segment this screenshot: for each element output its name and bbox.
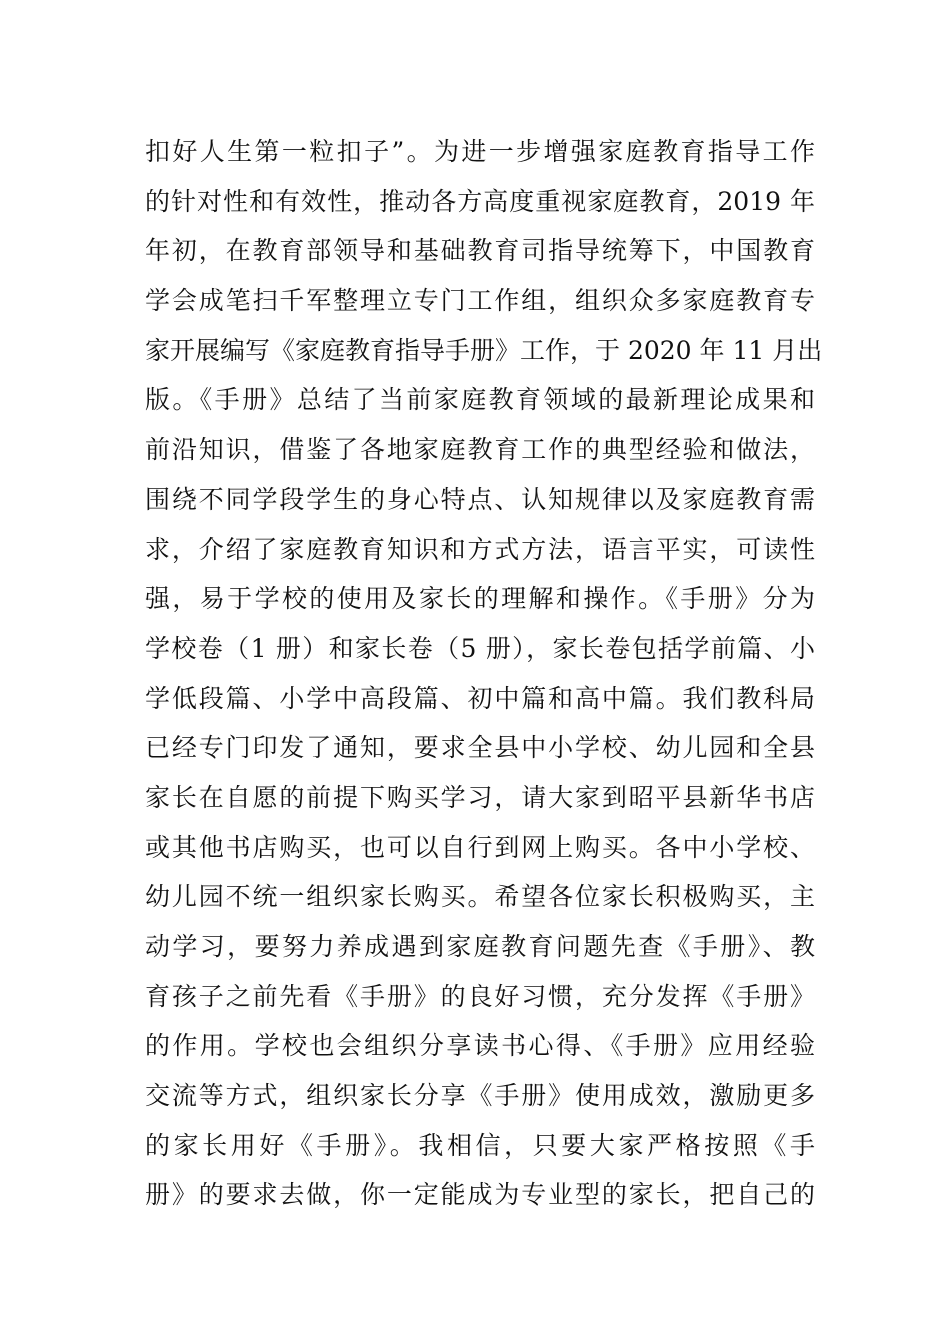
body-paragraph [145, 127, 823, 1220]
text-line: 的针对性和有效性，推动各方高度重视家庭教育，2019 年 [145, 186, 815, 216]
text-line: 学会成笔扫千军整理立专门工作组，组织众多家庭教育专 [145, 286, 815, 316]
text-line: 交流等方式，组织家长分享《手册》使用成效，激励更多 [145, 1081, 815, 1111]
text-line: 学校卷（1 册）和家长卷（5 册），家长卷包括学前篇、小 [145, 633, 815, 663]
text-line: 家长在自愿的前提下购买学习，请大家到昭平县新华书店 [145, 782, 815, 812]
text-line: 已经专门印发了通知，要求全县中小学校、幼儿园和全县 [145, 733, 815, 763]
text-line: 的家长用好《手册》。我相信，只要大家严格按照《手 [145, 1130, 815, 1160]
text-line: 学低段篇、小学中高段篇、初中篇和高中篇。我们教科局 [145, 683, 815, 713]
text-line: 求，介绍了家庭教育知识和方式方法，语言平实，可读性 [145, 534, 815, 564]
text-line: 强，易于学校的使用及家长的理解和操作。《手册》分为 [145, 584, 815, 614]
text-line: 动学习，要努力养成遇到家庭教育问题先查《手册》、教 [145, 932, 815, 961]
text-line: 年初，在教育部领导和基础教育司指导统筹下，中国教育 [145, 236, 815, 266]
text-line: 版。《手册》总结了当前家庭教育领域的最新理论成果和 [145, 385, 815, 415]
text-line: 册》的要求去做，你一定能成为专业型的家长，把自己的 [145, 1180, 815, 1210]
text-line: 幼儿园不统一组织家长购买。希望各位家长积极购买，主 [145, 882, 815, 912]
text-line: 扣好人生第一粒扣子”。为进一步增强家庭教育指导工作 [145, 137, 815, 166]
text-line: 的作用。学校也会组织分享读书心得、《手册》应用经验 [145, 1031, 815, 1061]
text-line: 或其他书店购买，也可以自行到网上购买。各中小学校、 [145, 832, 815, 862]
text-line: 育孩子之前先看《手册》的良好习惯，充分发挥《手册》 [145, 981, 815, 1011]
text-line: 家开展编写《家庭教育指导手册》工作，于 2020 年 11 月出 [145, 335, 823, 365]
text-line: 前沿知识，借鉴了各地家庭教育工作的典型经验和做法， [145, 435, 815, 465]
text-line: 围绕不同学段学生的身心特点、认知规律以及家庭教育需 [145, 484, 815, 514]
